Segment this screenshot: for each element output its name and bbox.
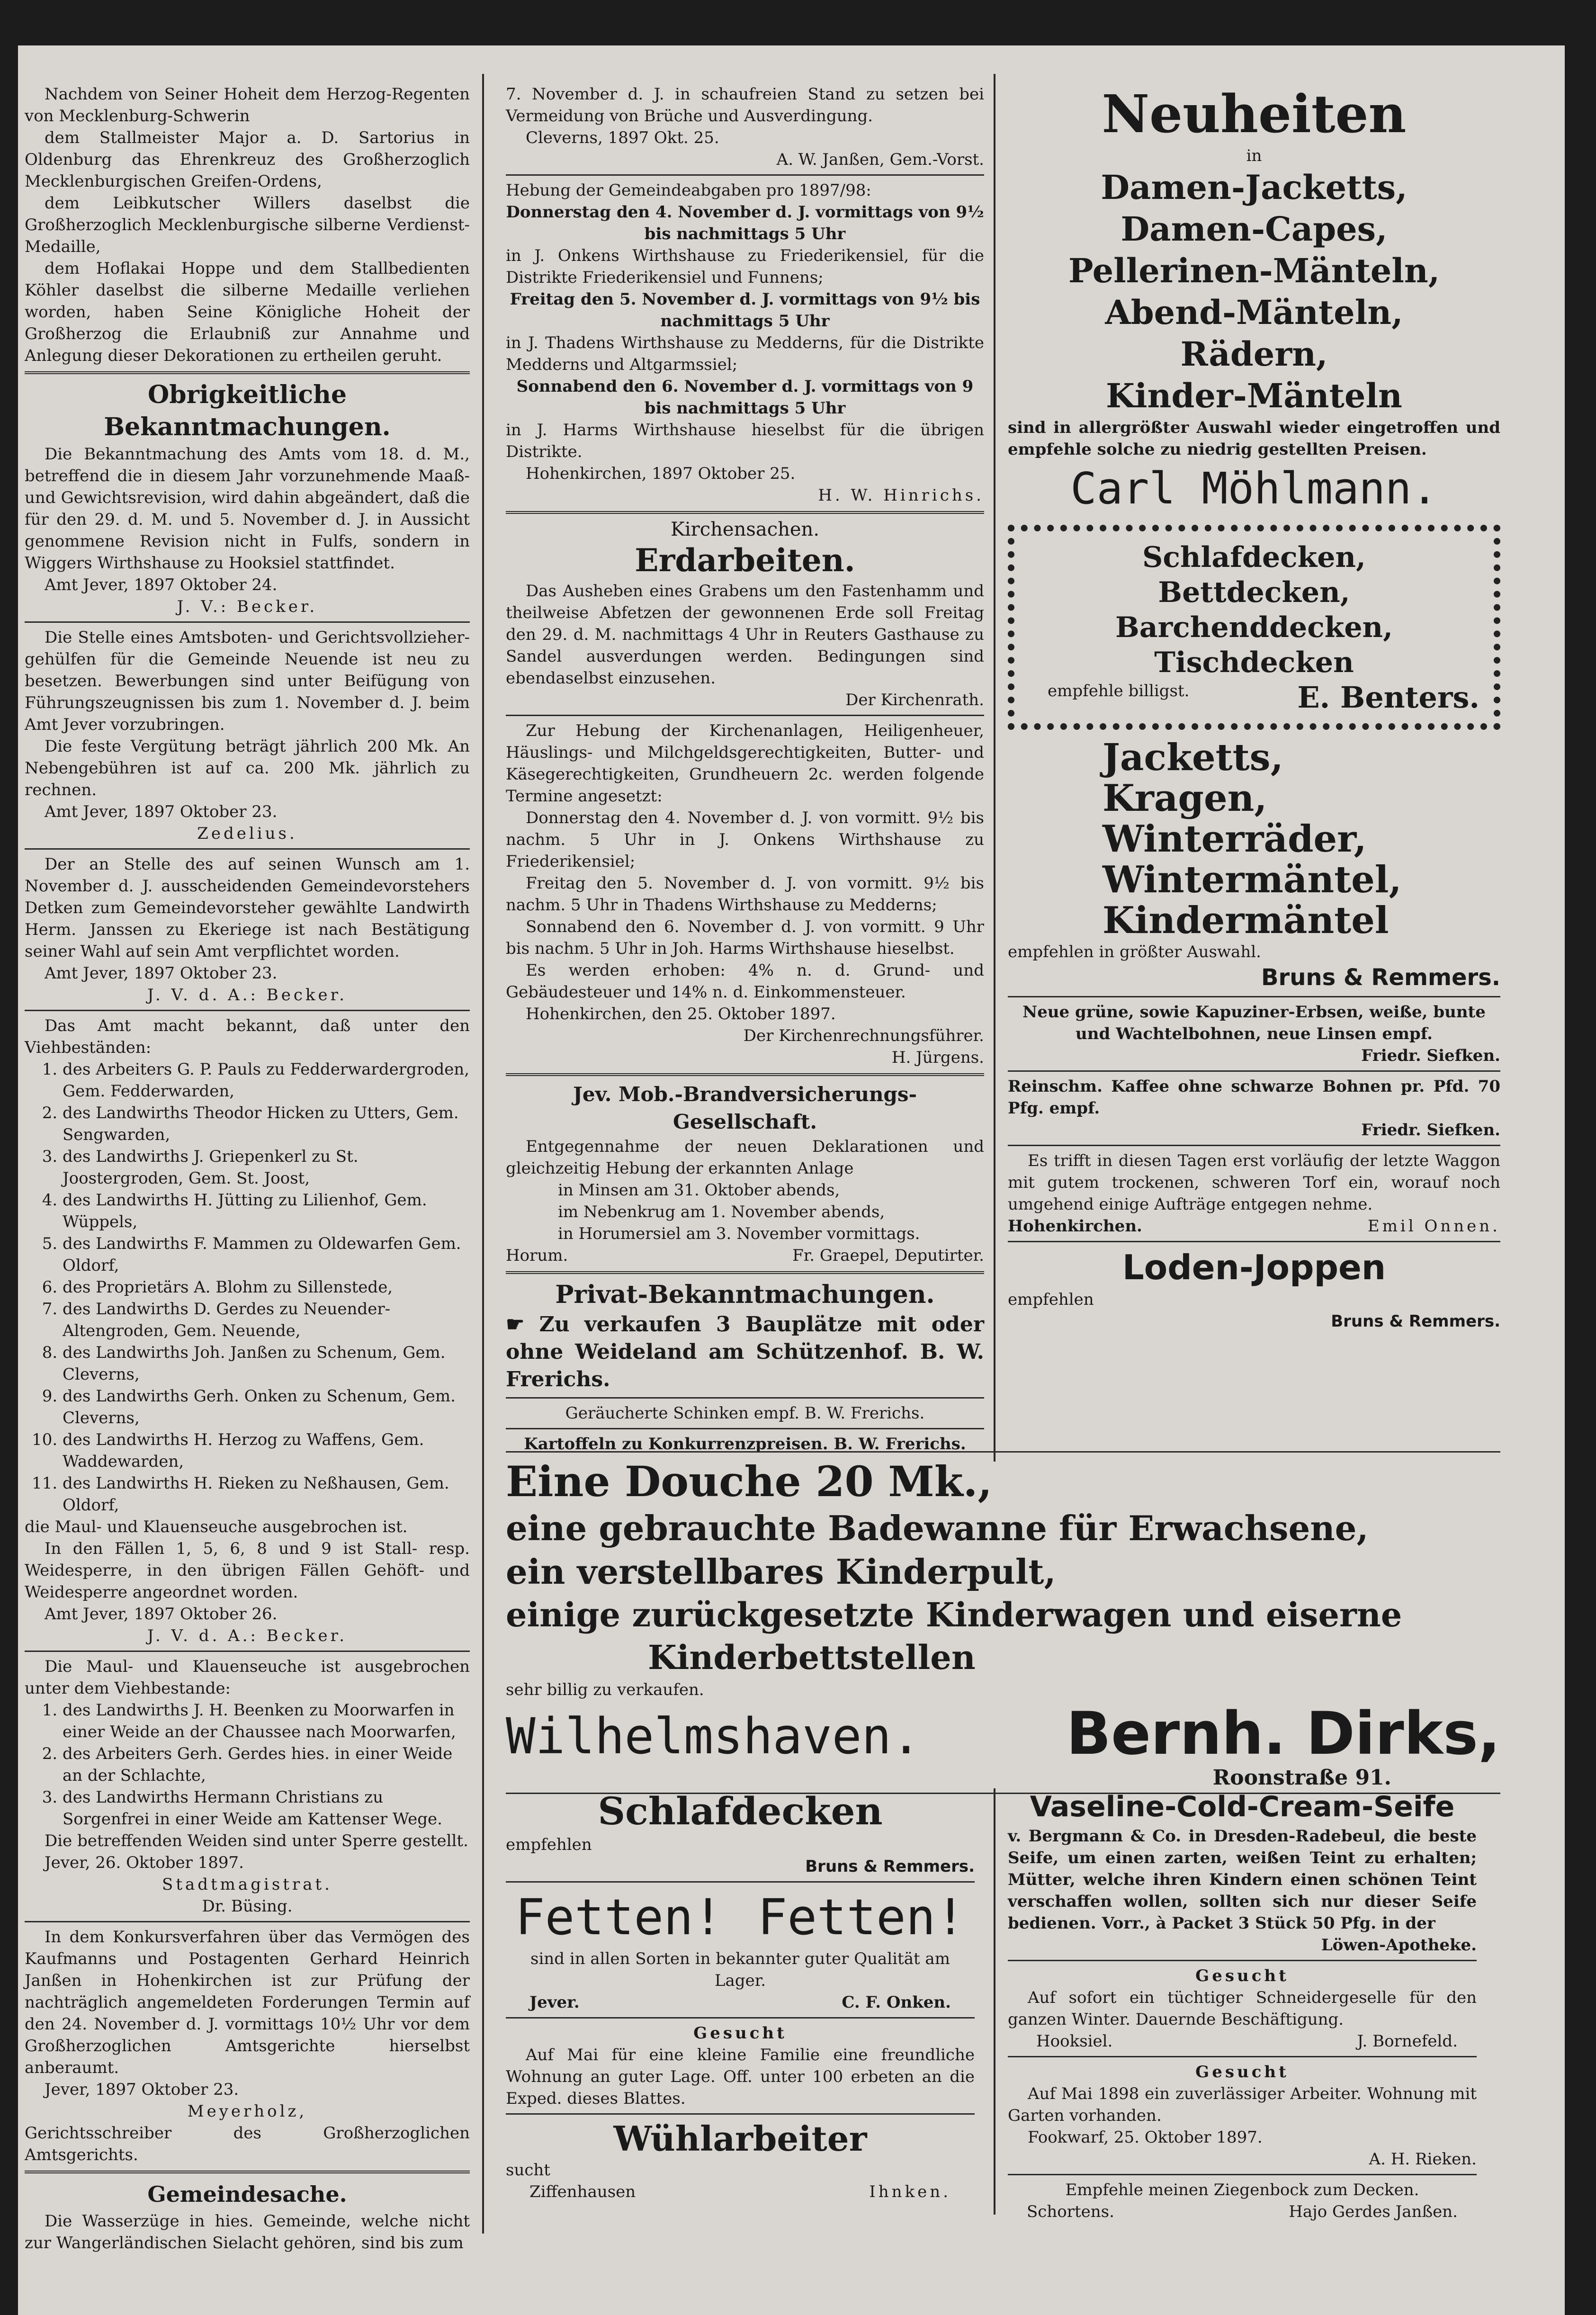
ham-ad: Geräucherte Schinken empf. B. W. Frerichs. (565, 1404, 925, 1423)
insurance-title: Jev. Mob.-Brandversicherungs-Gesellschaft. (573, 1083, 917, 1133)
church-tax-signature-name: H. Jürgens. (891, 1048, 984, 1067)
coffee-ad: Reinschm. Kaffee ohne schwarze Bohnen pr. Pfd. 70 Pfg. empf. (1008, 1077, 1500, 1118)
peat-merchant: Emil Onnen. (1367, 1217, 1500, 1236)
list-item: 10. des Landwirths H. Herzog zu Waffens, Gem. Waddewarden, (63, 1429, 470, 1472)
notice-2-signature: Zedelius. (197, 824, 297, 843)
column-rule-1 (482, 74, 484, 2234)
loden-recommend: empfehlen (1008, 1290, 1094, 1309)
wide-ad-city: Wilhelmshaven. (506, 1707, 921, 1765)
section-heading-private: Privat-Bekanntmachungen. (555, 1280, 935, 1309)
tax-place-1: in J. Onkens Wirthshause zu Friederikensiel, für die Distrikte Friederikensiel und Funnens; (506, 246, 984, 287)
pointing-hand-icon: ☛ (506, 1312, 539, 1337)
fats-row (506, 1886, 975, 1948)
notice-5-date: Jever, 26. Oktober 1897. (45, 1853, 244, 1872)
novelties-title: Neuheiten (1102, 83, 1407, 144)
fats-title-right: Fetten! (757, 1888, 965, 1946)
newspaper-page (18, 45, 1565, 2315)
tax-date-3: Sonnabend den 6. November d. J. vormittags von 9 bis nachmittags 5 Uhr (516, 377, 974, 418)
wide-ad-line: ein verstellbares Kinderpult, (506, 1552, 1056, 1592)
diggers-text: sucht (506, 2161, 550, 2180)
sale-ad-text (506, 1311, 984, 1393)
fats-text: sind in allen Sorten in bekannter guter Qualität am Lager. (530, 1949, 950, 1990)
list-item: 3. des Landwirths J. Griepenkerl zu St. Joostergroden, Gem. St. Joost, (63, 1146, 470, 1189)
insurance-line: in Minsen am 31. Oktober abends, (558, 1181, 840, 1200)
notice-6: In dem Konkursverfahren über das Vermögen des Kaufmanns und Postagenten Gerhard Heinrich Janßen in Hohenkirchen ist zur Prüfung der nachträglich angemeldeten Forderungen Termin auf den 24. November d. J. vormittags 10½ Uhr vor dem Großherzoglichen Amtsgerichte hierselbst anberaumt. (25, 1928, 470, 2077)
divider (506, 511, 984, 514)
notice-5-outro: Die betreffenden Weiden sind unter Sperre gestellt. (45, 1831, 468, 1850)
divider (1008, 1145, 1500, 1146)
intro-p2: dem Stallmeister Major a. D. Sartorius in Oldenburg das Ehrenkreuz des Großherzoglich Mecklenburgischen Greifen-Ordens, (25, 128, 470, 191)
coats-merchant: Bruns & Remmers. (1261, 964, 1500, 991)
notice-1-signature: J. V.: Becker. (177, 597, 318, 616)
peas-merchant: Friedr. Siefken. (1361, 1046, 1500, 1065)
divider (25, 848, 470, 850)
list-item: 1. des Landwirths J. H. Beenken zu Moorwarfen in einer Weide an der Chaussee nach Moorwarfen, (63, 1699, 470, 1743)
wide-ad-street: Roonstraße 91. (1212, 1766, 1391, 1790)
fats-title-left: Fetten! (515, 1888, 723, 1946)
blanket-item: Tischdecken (1154, 646, 1354, 679)
list-item: 1. des Arbeiters G. P. Pauls zu Fedderwardergroden, Gem. Fedderwarden, (63, 1059, 470, 1102)
novelties-in: in (1246, 146, 1262, 165)
wanted-tailor-signature-row (1008, 2030, 1477, 2052)
intro-p3: dem Leibkutscher Willers daselbst die Großherzoglich Mecklenburgische silberne Verdienst-Medaille, (25, 194, 470, 256)
divider (1008, 1070, 1500, 1072)
intro-p4: dem Hoflakai Hoppe und dem Stallbedienten Köhler daselbst die silberne Medaille verliehen worden, haben Seine Königliche Hoheit der Großherzog die Erlaubniß zur Annahme und Anlegung dieser Dekorationen zu ertheilen geruht. (25, 259, 470, 365)
coffee-merchant: Friedr. Siefken. (1361, 1121, 1500, 1140)
divider (25, 2171, 470, 2173)
wide-ad-line: Eine Douche 20 Mk., (506, 1457, 993, 1506)
diggers-merchant: Ihnken. (869, 2182, 951, 2201)
notice-5-intro: Die Maul- und Klauenseuche ist ausgebrochen unter dem Viehbestande: (25, 1657, 470, 1698)
wide-ad-line: Kinderbettstellen (648, 1638, 976, 1677)
peas-ad: Neue grüne, sowie Kapuziner-Erbsen, weiße, bunte und Wachtelbohnen, neue Linsen empf. (1022, 1003, 1486, 1043)
tax-date: Hohenkirchen, 1897 Oktober 25. (526, 464, 796, 483)
coats-recommend: empfehlen in größter Auswahl. (1008, 942, 1261, 961)
blankets-merchant: Bruns & Remmers. (805, 1857, 975, 1876)
blanket-item: Bettdecken, (1158, 576, 1350, 609)
divider (1008, 2174, 1477, 2175)
tax-intro: Hebung der Gemeindeabgaben pro 1897/98: (506, 181, 871, 200)
divider (1008, 1960, 1477, 1961)
peat-place: Hohenkirchen. (1008, 1217, 1142, 1236)
fats-signature-row (506, 1992, 975, 2013)
peat-signature-row (1008, 1215, 1500, 1237)
peat-ad: Es trifft in diesen Tagen erst vorläufig der letzte Waggon mit gutem trockenen, schweren Torf ein, worauf noch umgehend einige Aufträge entgegen nehme. (1008, 1151, 1500, 1214)
blankets-merchant: E. Benters. (1297, 680, 1479, 715)
blankets-recommend: empfehlen (506, 1835, 592, 1854)
church-tax-signature-title: Der Kirchenrechnungsführer. (743, 1026, 984, 1045)
vaseline-pharmacy: Löwen-Apotheke. (1321, 1936, 1477, 1955)
novelty-item: Damen-Capes, (1121, 209, 1388, 249)
church-label: Kirchensachen. (670, 519, 820, 540)
blankets-ad-frame (1008, 525, 1500, 730)
notice-4-signature: J. V. d. A.: Becker. (147, 1626, 348, 1645)
wanted-title: Gesucht (1195, 1966, 1289, 1985)
list-item: 2. des Landwirths Theodor Hicken zu Utters, Gem. Sengwarden, (63, 1102, 470, 1146)
divider (506, 174, 984, 176)
column-2 (506, 83, 984, 1455)
loden-title: Loden-Joppen (1122, 1247, 1386, 1287)
notice-4-list (25, 1059, 470, 1516)
divider (506, 1271, 984, 1274)
list-item: 4. des Landwirths H. Jütting zu Lilienhof, Gem. Wüppels, (63, 1189, 470, 1233)
continued-date: Cleverns, 1897 Okt. 25. (526, 128, 719, 147)
bottom-left-ads (506, 1788, 975, 2203)
community-text: Die Wasserzüge in hies. Gemeinde, welche nicht zur Wangerländischen Sielacht gehören, sind bis zum (25, 2212, 470, 2252)
coat-item: Jacketts, (1103, 736, 1283, 779)
church-tax-date: Hohenkirchen, den 25. Oktober 1897. (526, 1005, 836, 1023)
wide-ad (506, 1447, 1500, 1798)
list-item: 3. des Landwirths Hermann Christians zu Sorgenfrei in einer Weide am Kattenser Wege. (63, 1786, 470, 1830)
list-item: 9. des Landwirths Gerh. Onken zu Schenum, Gem. Cleverns, (63, 1385, 470, 1429)
goat-owner: Hajo Gerdes Janßen. (1289, 2202, 1458, 2221)
church-tax-intro: Zur Hebung der Kirchenanlagen, Heiligenheuer, Häuslings- und Milchgeldsgerechtigkeiten, Butter- und Käsegerechtigkeiten, Grundheuern 2c. werden folgende Termine angesetzt: (506, 721, 984, 806)
church-tax-term: Freitag den 5. November d. J. von vormitt. 9½ bis nachm. 5 Uhr in Thadens Wirthshause zu Medderns; (506, 874, 984, 915)
divider (25, 371, 470, 374)
notice-6-date: Jever, 1897 Oktober 23. (45, 2080, 239, 2099)
intro-p1: Nachdem von Seiner Hoheit dem Herzog-Regenten von Mecklenburg-Schwerin (25, 85, 470, 126)
notice-6-signature: Meyerholz, (187, 2102, 307, 2121)
novelty-item: Abend-Mänteln, (1105, 293, 1403, 332)
insurance-signature: Fr. Graepel, Deputirter. (792, 1246, 984, 1265)
wanted-tailor-text: Auf sofort ein tüchtiger Schneidergeselle für den ganzen Winter. Dauernde Beschäftigung. (1008, 1988, 1477, 2029)
divider (506, 1073, 984, 1076)
church-tax-outro: Es werden erhoben: 4% n. d. Grund- und Gebäudesteuer und 14% n. d. Einkommensteuer. (506, 961, 984, 1002)
wanted-text: Auf Mai für eine kleine Familie eine freundliche Wohnung an guter Lage. Off. unter 100 erbeten an die Exped. dieses Blattes. (506, 2046, 975, 2108)
divider (1008, 2056, 1477, 2057)
sale-ad-name: B. W. Frerichs. (506, 1340, 984, 1391)
blankets-recommend: empfehle billigst. (1048, 682, 1190, 700)
divider (506, 1397, 984, 1399)
wanted-title: Gesucht (693, 2024, 787, 2043)
tax-date-1: Donnerstag den 4. November d. J. vormittags von 9½ bis nachmittags 5 Uhr (506, 203, 984, 243)
notice-1: Die Bekanntmachung des Amts vom 18. d. M., betreffend die in diesem Jahr vorzunehmende Maaß- und Gewichtsrevision, wird dahin abgeändert, daß die für den 29. d. M. und 5. November d. J. in Aussicht genommene Revision nicht in Fulfs, sondern in Wiggers Wirthshause zu Hooksiel stattfindet. (25, 445, 470, 573)
list-item: 6. des Proprietärs A. Blohm zu Sillenstede, (63, 1276, 470, 1298)
notice-4-intro: Das Amt macht bekannt, daß unter den Viehbeständen: (25, 1016, 470, 1057)
column-rule-3 (994, 1788, 995, 2215)
list-item: 2. des Arbeiters Gerh. Gerdes hies. in einer Weide an der Schlachte, (63, 1743, 470, 1786)
wide-ad-line: einige zurückgesetzte Kinderwagen und eiserne (506, 1595, 1402, 1634)
sale-ad-body: Zu verkaufen 3 Bauplätze mit oder ohne Weideland am Schützenhof. (506, 1312, 985, 1364)
notice-3-signature: J. V. d. A.: Becker. (147, 986, 348, 1005)
divider (25, 1010, 470, 1011)
novelty-item: Pellerinen-Mänteln, (1068, 251, 1440, 290)
wanted-worker-date: Fookwarf, 25. Oktober 1897. (1028, 2128, 1263, 2147)
notice-2b: Die feste Vergütung beträgt jährlich 200 Mk. An Nebengebühren ist auf ca. 200 Mk. jährlich zu rechnen. (25, 737, 470, 799)
novelties-text: sind in allergrößter Auswahl wieder eingetroffen und empfehle solche zu niedrig gestellten Preisen. (1008, 418, 1500, 459)
church-tax-term: Donnerstag den 4. November d. J. von vormitt. 9½ bis nachm. 5 Uhr in J. Onkens Wirthshause zu Friederikensiel; (506, 808, 984, 871)
novelty-item: Damen-Jacketts, (1101, 168, 1408, 207)
divider (1008, 996, 1500, 997)
tax-date-2: Freitag den 5. November d. J. vormittags von 9½ bis nachmittags 5 Uhr (510, 290, 980, 331)
column-3 (1008, 83, 1500, 1332)
divider (506, 2113, 975, 2115)
earthworks-signature: Der Kirchenrath. (845, 691, 984, 709)
list-item: 5. des Landwirths F. Mammen zu Oldewarfen Gem. Oldorf, (63, 1233, 470, 1276)
divider (25, 1921, 470, 1922)
notice-3: Der an Stelle des auf seinen Wunsch am 1. November d. J. ausscheidenden Gemeindevorstehers Detken zum Gemeindevorsteher gewählte Landwirth Herm. Janssen zu Ekeriege ist nach Bestätigung seiner Wahl auf sein Amt verpflichtet worden. (25, 855, 470, 961)
wide-ad-line: eine gebrauchte Badewanne für Erwachsene, (506, 1508, 1369, 1548)
wanted-title: Gesucht (1195, 2063, 1289, 2082)
divider (506, 1451, 1500, 1453)
blankets-signature-row (1029, 680, 1479, 715)
continued-text: 7. November d. J. in schaufreien Stand zu setzen bei Vermeidung von Brüche und Ausverdingung. (506, 85, 984, 126)
wide-ad-signature-row (506, 1701, 1500, 1767)
wide-ad-merchant: Bernh. Dirks, (1066, 1700, 1500, 1768)
notice-2a: Die Stelle eines Amtsboten- und Gerichtsvollzieher-gehülfen für die Gemeinde Neuende ist neu zu besetzen. Bewerbungen sind unter Beifügung von Führungszeugnissen bis zum 1. November d. J. beim Amt Jever vorzubringen. (25, 628, 470, 734)
loden-merchant: Bruns & Remmers. (1331, 1312, 1500, 1331)
tax-place-3: in J. Harms Wirthshause hieselbst für die übrigen Distrikte. (506, 421, 984, 461)
fats-merchant: C. F. Onken. (842, 1993, 951, 2012)
church-tax-term: Sonnabend den 6. November d. J. von vormitt. 9 Uhr bis nachm. 5 Uhr in Joh. Harms Wirthshause hieselbst. (506, 917, 984, 958)
earthworks-title: Erdarbeiten. (635, 542, 855, 579)
bottom-right-ads (1008, 1788, 1477, 2223)
insurance-line: in Horumersiel am 3. November vormittags. (558, 1224, 920, 1243)
wide-ad-text: sehr billig zu verkaufen. (506, 1680, 704, 1699)
divider (506, 715, 984, 716)
divider (506, 2017, 975, 2019)
fats-place: Jever. (529, 1993, 580, 2012)
divider (506, 1881, 975, 1883)
divider (25, 1651, 470, 1652)
insurance-place: Horum. (506, 1246, 568, 1265)
novelties-merchant: Carl Möhlmann. (1070, 463, 1438, 514)
notice-3-date: Amt Jever, 1897 Oktober 23. (45, 964, 278, 983)
coat-item: Winterräder, (1103, 817, 1367, 861)
insurance-line: im Nebenkrug am 1. November abends, (558, 1202, 885, 1221)
divider (25, 621, 470, 623)
list-item: 8. des Landwirths Joh. Janßen zu Schenum, Gem. Cleverns, (63, 1342, 470, 1385)
earthworks-text: Das Ausheben eines Grabens um den Fastenhamm und theilweise Abfetzen der gewonnenen Erde soll Freitag den 29. d. M. nachmittags 4 Uhr in Reuters Gasthause zu Sandel ausverdungen werden. Bedingungen sind ebendaselbst einzusehen. (506, 582, 984, 688)
diggers-signature-row (506, 2181, 975, 2203)
column-1 (25, 83, 470, 2254)
tax-signature: H. W. Hinrichs. (818, 486, 984, 505)
vaseline-text: v. Bergmann & Co. in Dresden-Radebeul, die beste Seife, um einen zarten, weißen Teint zu erhalten; Mütter, welche ihren Kindern einen schönen Teint verschaffen wollen, sollten sich nur dieser Seife bedienen. Vorr., à Packet 3 Stück 50 Pfg. in der (1008, 1827, 1477, 1933)
column-rule-2 (994, 74, 995, 1462)
notice-6-signature-title: Gerichtsschreiber des Großherzoglichen Amtsgerichts. (25, 2124, 470, 2164)
goat-ad: Empfehle meinen Ziegenbock zum Decken. (1065, 2180, 1419, 2199)
novelty-item: Rädern, (1180, 334, 1328, 374)
notice-5-signature-office: Stadtmagistrat. (162, 1875, 332, 1894)
continued-signature: A. W. Janßen, Gem.-Vorst. (776, 150, 984, 169)
coat-item: Wintermäntel, (1103, 858, 1402, 901)
coat-item: Kragen, (1103, 777, 1267, 820)
wanted-tailor-name: J. Bornefeld. (1357, 2032, 1458, 2051)
vaseline-title: Vaseline-Cold-Cream-Seife (1030, 1790, 1455, 1823)
insurance-signature-row (506, 1245, 984, 1266)
blanket-item: Schlafdecken, (1142, 541, 1366, 574)
notice-2-date: Amt Jever, 1897 Oktober 23. (45, 802, 278, 821)
notice-5-list (25, 1699, 470, 1830)
divider (1008, 1241, 1500, 1242)
goat-place: Schortens. (1027, 2202, 1114, 2221)
wanted-worker-text: Auf Mai 1898 ein zuverlässiger Arbeiter. Wohnung mit Garten vorhanden. (1008, 2084, 1477, 2125)
blankets-title: Schlafdecken (598, 1789, 883, 1833)
divider (506, 1428, 984, 1429)
diggers-title: Wühlarbeiter (613, 2118, 867, 2159)
wanted-tailor-place: Hooksiel. (1036, 2032, 1113, 2051)
notice-1-date: Amt Jever, 1897 Oktober 24. (45, 575, 278, 594)
insurance-text: Entgegennahme der neuen Deklarationen und gleichzeitig Hebung der erkannten Anlage (506, 1137, 984, 1178)
coat-item: Kindermäntel (1103, 899, 1389, 942)
goat-signature-row (1008, 2201, 1477, 2223)
potato-ad: Kartoffeln zu Konkurrenzpreisen. B. W. Frerichs. (524, 1435, 966, 1454)
section-heading-official: Obrigkeitliche Bekanntmachungen. (104, 380, 391, 441)
tax-place-2: in J. Thadens Wirthshause zu Medderns, für die Distrikte Medderns und Altgarmssiel; (506, 333, 984, 374)
diggers-place: Ziffenhausen (529, 2182, 636, 2201)
section-heading-community: Gemeindesache. (147, 2181, 347, 2207)
notice-4-outro-1: die Maul- und Klauenseuche ausgebrochen ist. (25, 1517, 408, 1536)
notice-4-outro-2: In den Fällen 1, 5, 6, 8 und 9 ist Stall- resp. Weidesperre, in den übrigen Fällen Gehöft- und Weidesperre angeordnet worden. (25, 1539, 470, 1602)
blanket-item: Barchenddecken, (1115, 611, 1393, 644)
notice-5-signature-name: Dr. Büsing. (202, 1897, 293, 1916)
notice-4-date: Amt Jever, 1897 Oktober 26. (45, 1605, 278, 1624)
novelty-item: Kinder-Mänteln (1106, 376, 1402, 415)
list-item: 11. des Landwirths H. Rieken zu Neßhausen, Gem. Oldorf, (63, 1472, 470, 1516)
wanted-worker-name: A. H. Rieken. (1369, 2150, 1477, 2169)
list-item: 7. des Landwirths D. Gerdes zu Neuender-Altengroden, Gem. Neuende, (63, 1298, 470, 1342)
